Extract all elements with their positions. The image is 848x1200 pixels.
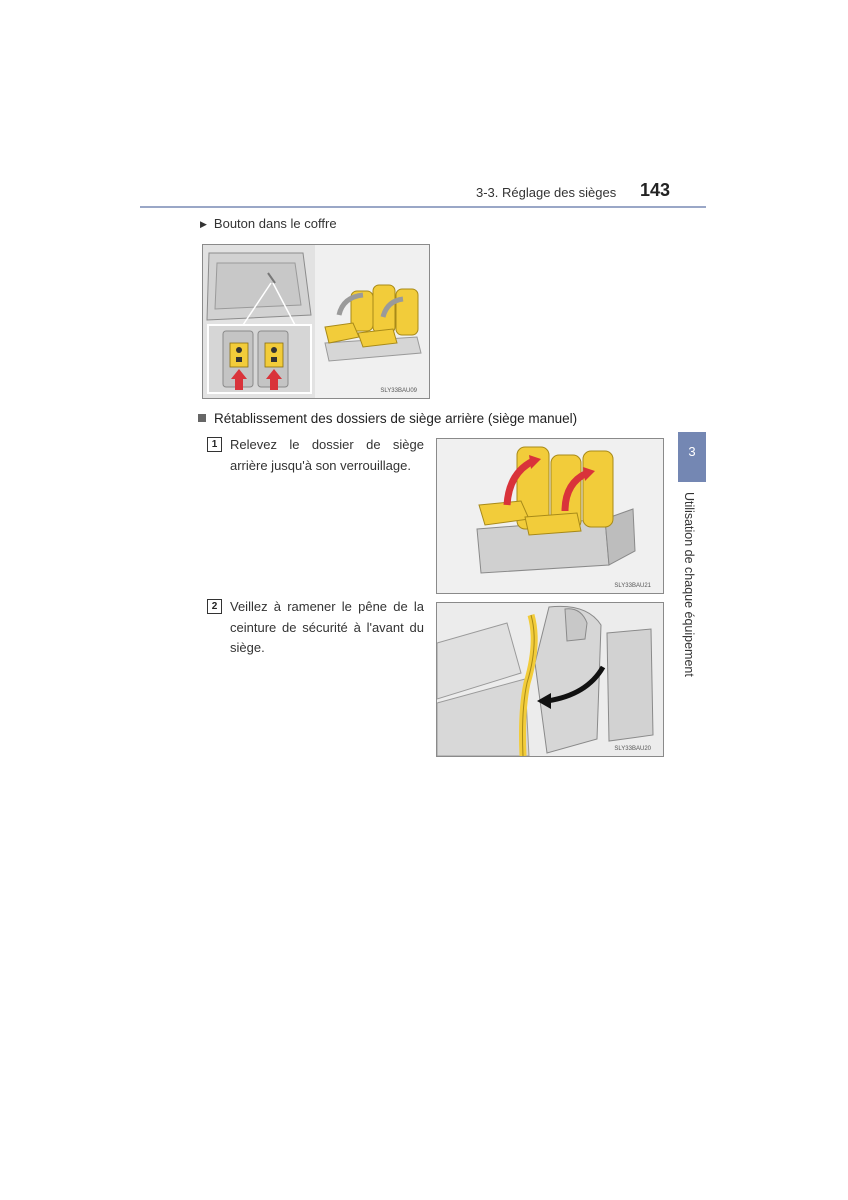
triangle-bullet-icon: ▶ <box>200 219 207 229</box>
figure-code: SLY33BAU20 <box>614 746 651 752</box>
section-title <box>198 411 577 426</box>
section-heading: 3-3. Réglage des sièges <box>476 185 617 200</box>
page-number: 143 <box>640 180 671 200</box>
chapter-label: Utilisation de chaque équipement <box>682 492 696 677</box>
step-number-2: 2 <box>207 599 222 614</box>
step-text-1: Relevez le dossier de siège arrière jusqu'à son verrouillage. <box>230 437 424 473</box>
section-title-text: Rétablissement des dossiers de siège arrière (siège manuel) <box>214 411 578 426</box>
intro-bullet <box>200 216 337 231</box>
chapter-number: 3 <box>688 444 696 459</box>
header-divider <box>140 206 706 208</box>
chapter-tab <box>678 432 706 482</box>
figure-seatbelt <box>436 602 664 757</box>
step-text-2: Veillez à ramener le pêne de la ceinture de sécurité à l'avant du siège. <box>230 599 424 655</box>
square-bullet-icon <box>198 414 206 422</box>
figure-code: SLY33BAU21 <box>614 583 651 589</box>
step-number-1: 1 <box>207 437 222 452</box>
figure-trunk-button <box>202 244 430 399</box>
figure-raise-seatback <box>436 438 664 594</box>
intro-bullet-text: Bouton dans le coffre <box>213 216 337 231</box>
figure-code: SLY33BAU09 <box>380 388 417 394</box>
